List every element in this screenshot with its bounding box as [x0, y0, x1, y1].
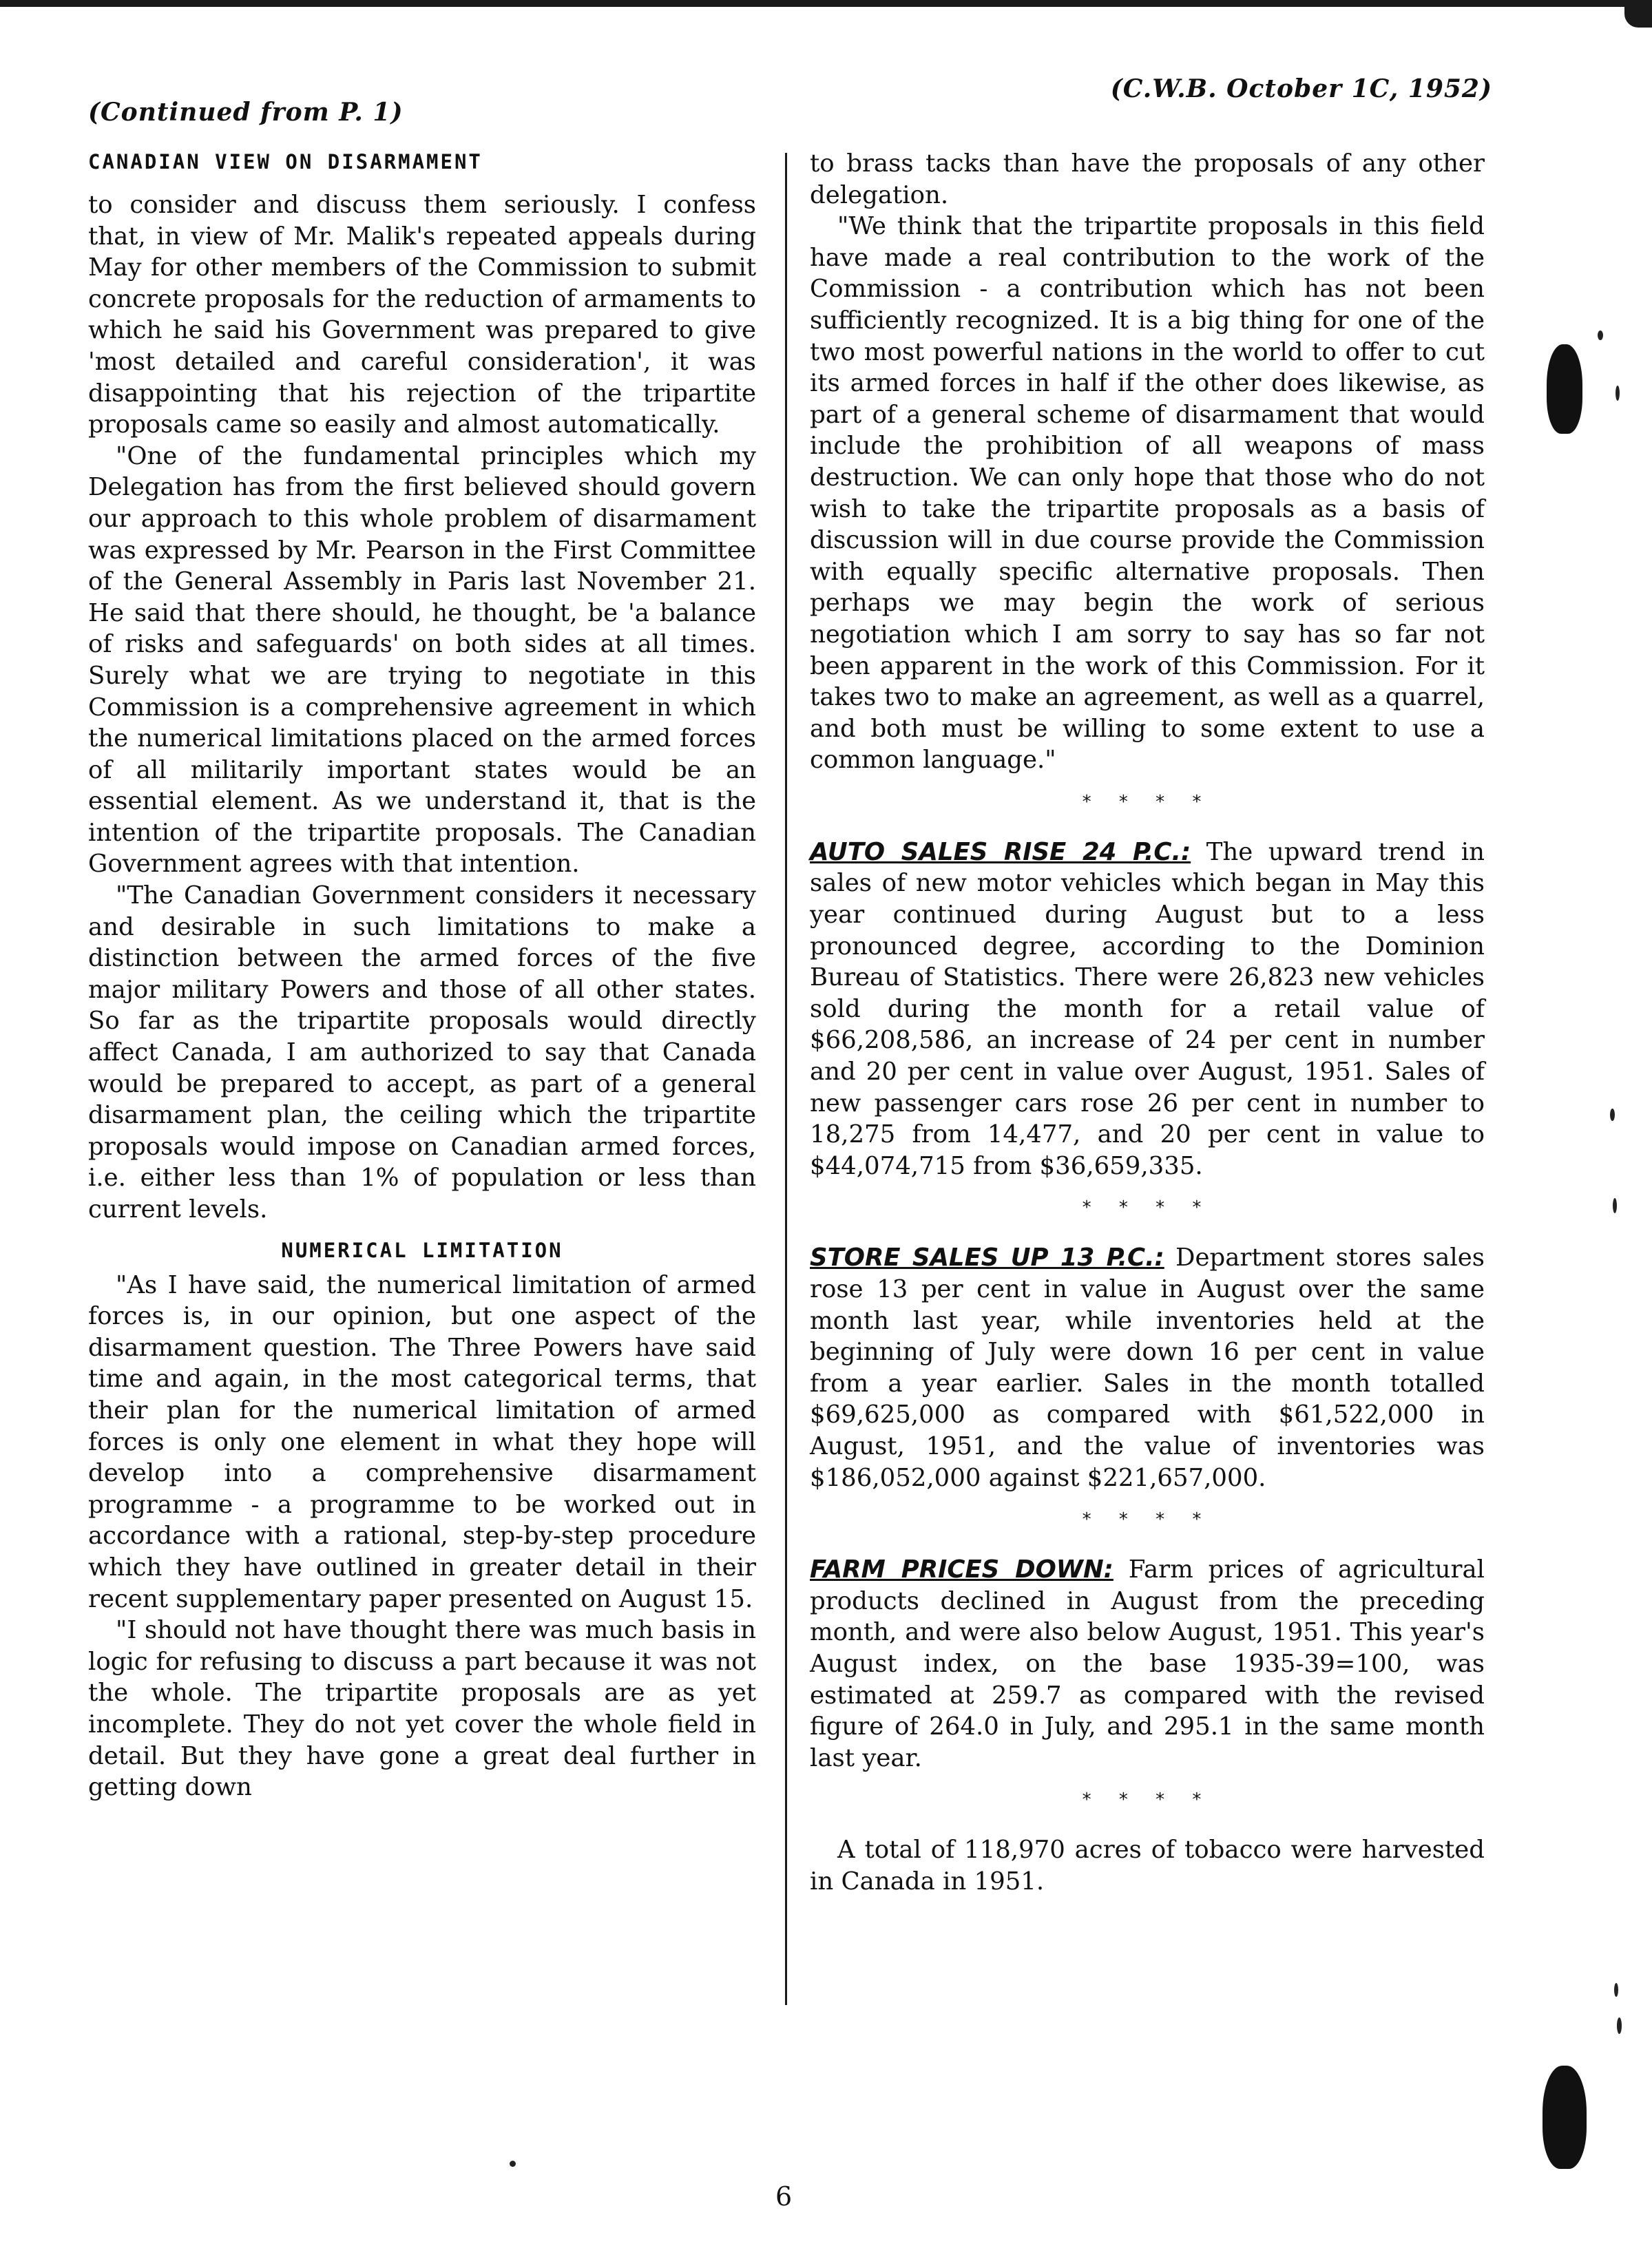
issue-reference: (C.W.B. October 1C, 1952) — [1110, 74, 1492, 103]
separator-stars: * * * * — [1082, 1509, 1213, 1531]
separator-stars: * * * * — [1082, 1197, 1213, 1219]
scan-top-edge — [0, 0, 1652, 7]
page-number: 6 — [775, 2181, 793, 2212]
news-item-body: The upward trend in sales of new motor vehicles which began in May this year continued during August but to a less pronounced degree, according to the Dominion Bureau of Statistics. There were 26,823 new vehicles sold during the month for a retail value of $66,208,586, an increase of 24 per cent in number and 20 per cent in value over August, 1951. Sales of new passenger cars rose 26 per cent in number to 18,275 from 14,477, and 20 per cent in value to $44,074,715 from $36,659,335. — [810, 837, 1485, 1180]
news-item-farm-prices — [810, 1554, 1485, 1774]
news-item-store-sales — [810, 1242, 1485, 1493]
scan-speck — [1617, 2017, 1622, 2034]
scan-speck — [1610, 1109, 1615, 1121]
news-item-title: FARM PRICES DOWN: — [810, 1555, 1113, 1584]
paragraph: to consider and discuss them seriously. I confess that, in view of Mr. Malik's repeated appeals during May for other members of the Commission to submit concrete proposals for the reduction of armaments to which he said his Government was prepared to give 'most detailed and careful consideration', it was disappointing that his rejection of the tripartite proposals came so easily and almost automatically. — [88, 191, 756, 439]
news-item-title: AUTO SALES RISE 24 P.C.: — [810, 837, 1191, 866]
closing-note: A total of 118,970 acres of tobacco were harvested in Canada in 1951. — [810, 1836, 1485, 1896]
scan-speck — [1614, 1983, 1618, 1997]
column-divider — [785, 153, 787, 2005]
separator-stars: * * * * — [1082, 791, 1213, 812]
punch-hole-mark — [1547, 344, 1582, 434]
news-item-body: Farm prices of agricultural products declined in August from the preceding month, and were also below August, 1951. This year's August index, on the base 1935-39=100, was estimated at 259.7 as compared with the revised figure of 264.0 in July, and 295.1 in the same month last year. — [810, 1555, 1485, 1772]
separator-stars: * * * * — [1082, 1790, 1213, 1811]
scan-speck — [1616, 386, 1620, 401]
news-item-title: STORE SALES UP 13 P.C.: — [810, 1244, 1164, 1272]
section-heading: CANADIAN VIEW ON DISARMAMENT — [88, 150, 483, 174]
news-item-auto-sales — [810, 837, 1485, 1182]
scan-speck — [510, 2161, 516, 2167]
paragraph: "I should not have thought there was much basis in logic for refusing to discuss a part because it was not the whole. The tripartite proposals are as yet incomplete. They do not yet cover the whole field in detail. But they have gone a great deal further in getting down — [88, 1616, 756, 1802]
scan-corner-mark — [1624, 0, 1652, 28]
punch-hole-mark — [1543, 2066, 1587, 2169]
paragraph: to brass tacks than have the proposals of any other delegation. — [810, 149, 1485, 209]
paragraph: "The Canadian Government considers it necessary and desirable in such limitations to make a distinction between the armed forces of the five major military Powers and those of all other states. So far as the tripartite proposals would directly affect Canada, I am authorized to say that Canada would be prepared to accept, as part of a general disarmament plan, the ceiling which the tripartite proposals would impose on Canadian armed forces, i.e. either less than 1% of population or less than current levels. — [88, 881, 756, 1224]
continued-from-note: (Continued from P. 1) — [88, 98, 404, 127]
scan-speck — [1613, 1198, 1617, 1213]
subsection-heading: NUMERICAL LIMITATION — [281, 1238, 563, 1262]
scan-speck — [1598, 331, 1603, 340]
news-item-body: Department stores sales rose 13 per cent in value in August over the same month last year, while inventories held at the beginning of July were down 16 per cent in value from a year earlier. Sales in the month totalled $69,625,000 as compared with $61,522,000 in August, 1951, and the value of inventories was $186,052,000 against $221,657,000. — [810, 1244, 1485, 1492]
paragraph: "As I have said, the numerical limitation of armed forces is, in our opinion, but one aspect of the disarmament question. The Three Powers have said time and again, in the most categorical terms, that their plan for the numerical limitation of armed forces is only one element in what they hope will develop into a comprehensive disarmament programme - a programme to be worked out in accordance with a rational, step-by-step procedure which they have outlined in greater detail in their recent supplementary paper presented on August 15. — [88, 1270, 756, 1613]
paragraph: "We think that the tripartite proposals in this field have made a real contribution to the work of the Commission - a contribution which has not been sufficiently recognized. It is a big thing for one of the two most powerful nations in the world to offer to cut its armed forces in half if the other does likewise, as part of a general scheme of disarmament that would include the prohibition of all weapons of mass destruction. We can only hope that those who do not wish to take the tripartite proposals as a basis of discussion will in due course provide the Commission with equally specific alternative proposals. Then perhaps we may begin the work of serious negotiation which I am sorry to say has so far not been apparent in the work of this Commission. For it takes two to make an agreement, as well as a quarrel, and both must be willing to some extent to use a common language." — [810, 212, 1485, 775]
right-column — [810, 148, 1485, 1898]
left-column — [88, 148, 756, 1803]
paragraph: "One of the fundamental principles which my Delegation has from the first believed should govern our approach to this whole problem of disarmament was expressed by Mr. Pearson in the First Committee of the General Assembly in Paris last November 21. He said that there should, he thought, be 'a balance of risks and safeguards' on both sides at all times. Surely what we are trying to negotiate in this Commission is a comprehensive agreement in which the numerical limitations placed on the armed forces of all militarily important states would be an essential element. As we understand it, that is the intention of the tripartite proposals. The Canadian Government agrees with that intention. — [88, 441, 756, 879]
